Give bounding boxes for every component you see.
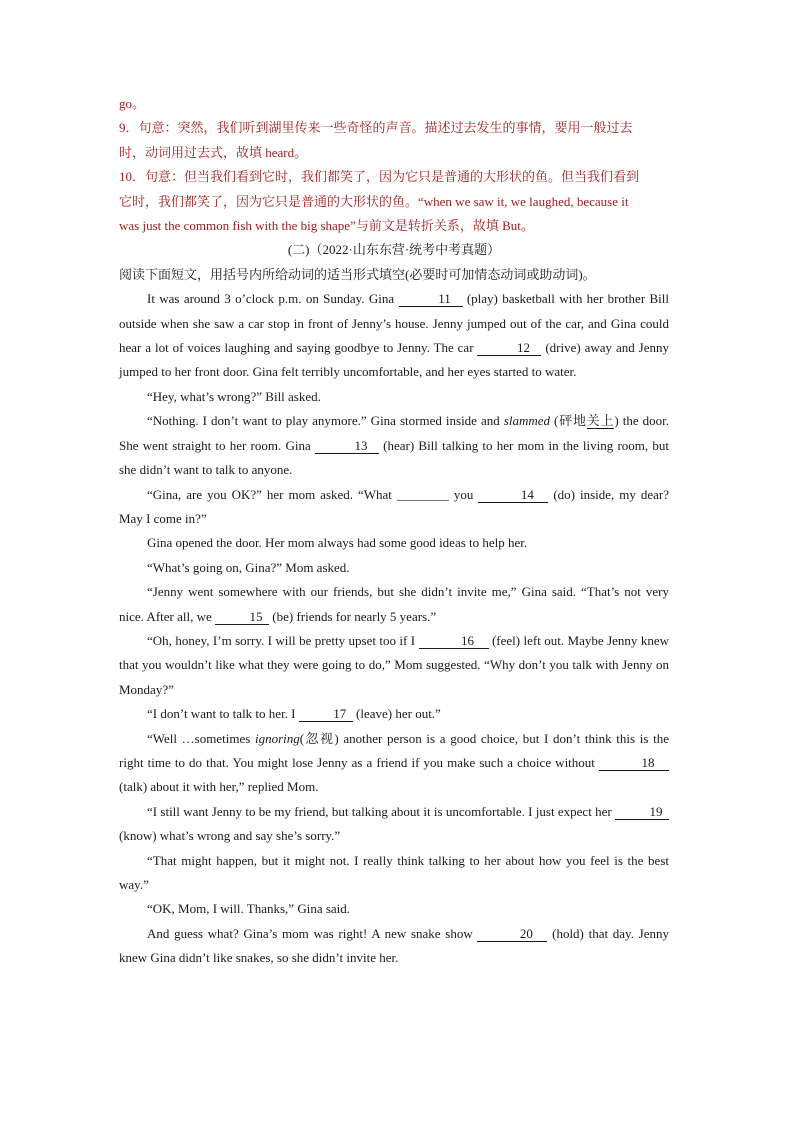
blank-12[interactable]: 12 (477, 341, 541, 356)
blank-17[interactable]: 17 (299, 707, 353, 722)
answer-9-line-2: 时，动词用过去式，故填 heard。 (119, 144, 308, 160)
story-paragraph: “That might happen, but it might not. I really think talking to her about how you feel is the best way.” (119, 852, 669, 892)
blank-20[interactable]: 20 (477, 927, 547, 942)
document-page (119, 92, 669, 971)
blank-19[interactable]: 19 (615, 805, 669, 820)
story-paragraph: “OK, Mom, I will. Thanks,” Gina said. (147, 901, 351, 917)
answer-9-line-1: 9．句意：突然，我们听到湖里传来一些奇怪的声音。描述过去发生的事情，要用一般过去 (119, 120, 633, 136)
story-paragraph: “Jenny went somewhere with our friends, but she didn’t invite me,” Gina said. “That’s not very nice. After all, we 15 (be) friends for nearly 5 years.” (119, 584, 669, 624)
story-paragraph: “What’s going on, Gina?” Mom asked. (147, 559, 350, 575)
blank-11[interactable]: 11 (399, 292, 463, 307)
story-paragraph: “I still want Jenny to be my friend, but talking about it is uncomfortable. I just expect her 19 (know) what’s wrong and say she’s sorry.” (119, 800, 669, 849)
section-heading: (二)（2022·山东东营·统考中考真题） (287, 242, 501, 258)
blank-16[interactable]: 16 (419, 634, 489, 649)
story-paragraph: “I don’t want to talk to her. I 17 (leave) her out.” (147, 706, 441, 722)
story-paragraph: Gina opened the door. Her mom always had some good ideas to help her. (147, 535, 528, 551)
story-passage (119, 287, 669, 970)
story-paragraph: “Nothing. I don’t want to play anymore.” Gina stormed inside and slammed (砰地关上) the door. She went straight to her room. Gina 13 (hear) Bill talking to her mom in the living room, but she didn’t want to talk to anyone. (119, 413, 669, 478)
story-paragraph: It was around 3 o’clock p.m. on Sunday. Gina 11 (play) basketball with her brother Bill outside when she saw a car stop in front of Jenny’s house. Jenny jumped out of the car, and Gina could hear a lot of voices laughing and saying goodbye to Jenny. The car 12 (drive) away and Jenny jumped to her front door. Gina felt terribly uncomfortable, and her eyes started to water. (119, 291, 669, 380)
answer-10-line-1: 10．句意：但当我们看到它时，我们都笑了，因为它只是普通的大形状的鱼。但当我们看到 (119, 169, 640, 185)
answer-explanations (119, 92, 669, 238)
blank-14[interactable]: 14 (478, 488, 548, 503)
story-paragraph: And guess what? Gina’s mom was right! A new snake show 20 (hold) that day. Jenny knew Gina didn’t like snakes, so she didn’t invite her. (119, 925, 669, 966)
story-paragraph: “Oh, honey, I’m sorry. I will be pretty upset too if I 16 (feel) left out. Maybe Jenny knew that you wouldn’t like what they were going to do,” Mom suggested. “Why don’t you talk with Jenny on Monday?” (119, 632, 669, 697)
blank-15[interactable]: 15 (215, 610, 269, 625)
story-paragraph: “Well …sometimes ignoring(忽视) another person is a good choice, but I don’t think this is the right time to do that. You might lose Jenny as a friend if you make such a choice without 18 (talk) about it with her,” replied Mom. (119, 730, 669, 795)
answer-8-tail: go。 (119, 96, 146, 111)
section-instruction: 阅读下面短文，用括号内所给动词的适当形式填空(必要时可加情态动词或助动词)。 (119, 266, 596, 282)
story-paragraph: “Gina, are you OK?” her mom asked. “What ________ you 14 (do) inside, my dear? May I come in?” (119, 486, 669, 526)
story-paragraph: “Hey, what’s wrong?” Bill asked. (147, 388, 321, 404)
answer-10-line-2: 它时，我们都笑了，因为它只是普通的大形状的鱼。“when we saw it, we laughed, because it (119, 193, 629, 209)
answer-10-line-3: was just the common fish with the big shape”与前文是转折关系，故填 But。 (119, 218, 534, 234)
blank-18[interactable]: 18 (599, 756, 669, 771)
blank-13[interactable]: 13 (315, 439, 379, 454)
